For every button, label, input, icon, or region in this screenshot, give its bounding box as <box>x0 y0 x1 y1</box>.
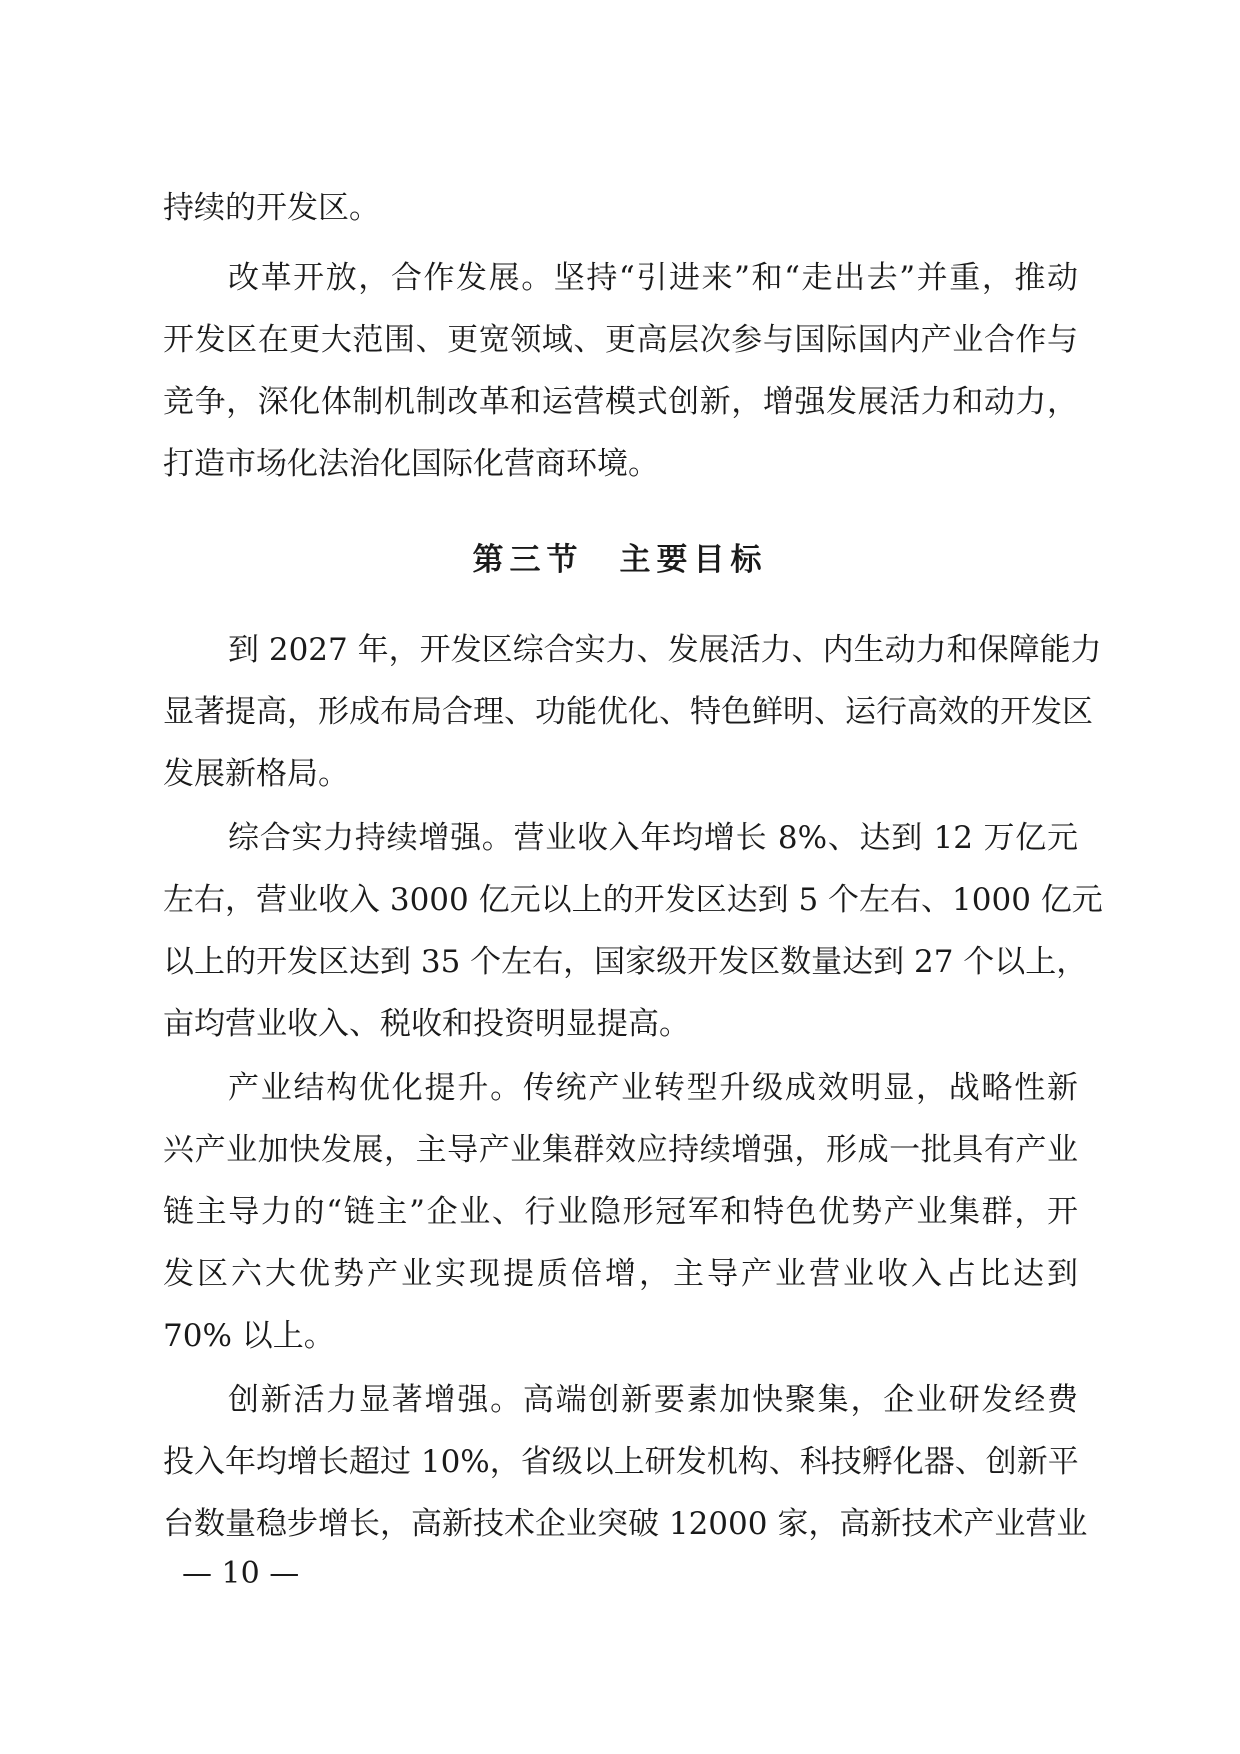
paragraph-line: 70% 以上。 <box>163 1318 335 1354</box>
paragraph-line: 持续的开发区。 <box>163 190 380 226</box>
paragraph-line: 兴产业加快发展，主导产业集群效应持续增强，形成一批具有产业 <box>163 1132 1078 1168</box>
paragraph-line: 左右，营业收入 3000 亿元以上的开发区达到 5 个左右、1000 亿元 <box>163 882 1103 918</box>
paragraph-line: 链主导力的“链主”企业、行业隐形冠军和特色优势产业集群，开 <box>163 1194 1078 1230</box>
paragraph-line: 到 2027 年，开发区综合实力、发展活力、内生动力和保障能力 <box>228 632 1102 668</box>
page-number: — 10 — <box>182 1556 300 1591</box>
paragraph-line: 投入年均增长超过 10%，省级以上研发机构、科技孵化器、创新平 <box>163 1444 1079 1480</box>
section-title: 主要目标 <box>619 542 768 578</box>
paragraph-line: 产业结构优化提升。传统产业转型升级成效明显，战略性新 <box>228 1070 1078 1106</box>
paragraph-line: 开发区在更大范围、更宽领域、更高层次参与国际国内产业合作与 <box>163 322 1078 358</box>
paragraph-line: 显著提高，形成布局合理、功能优化、特色鲜明、运行高效的开发区 <box>163 694 1093 730</box>
paragraph-line: 改革开放，合作发展。坚持“引进来”和“走出去”并重，推动 <box>228 260 1078 296</box>
paragraph-line: 创新活力显著增强。高端创新要素加快聚集，企业研发经费 <box>228 1382 1078 1418</box>
paragraph-line: 发区六大优势产业实现提质倍增，主导产业营业收入占比达到 <box>163 1256 1078 1292</box>
section-number: 第三节 <box>472 542 584 578</box>
paragraph-line: 亩均营业收入、税收和投资明显提高。 <box>163 1006 690 1042</box>
section-heading <box>0 528 1240 592</box>
paragraph-line: 台数量稳步增长，高新技术企业突破 12000 家，高新技术产业营业 <box>163 1506 1088 1542</box>
paragraph-line: 打造市场化法治化国际化营商环境。 <box>163 446 659 482</box>
paragraph-line: 竞争，深化体制机制改革和运营模式创新，增强发展活力和动力， <box>163 384 1078 420</box>
paragraph-line: 发展新格局。 <box>163 756 349 792</box>
paragraph-line: 以上的开发区达到 35 个左右，国家级开发区数量达到 27 个以上， <box>163 944 1088 980</box>
paragraph-line: 综合实力持续增强。营业收入年均增长 8%、达到 12 万亿元 <box>228 820 1078 856</box>
